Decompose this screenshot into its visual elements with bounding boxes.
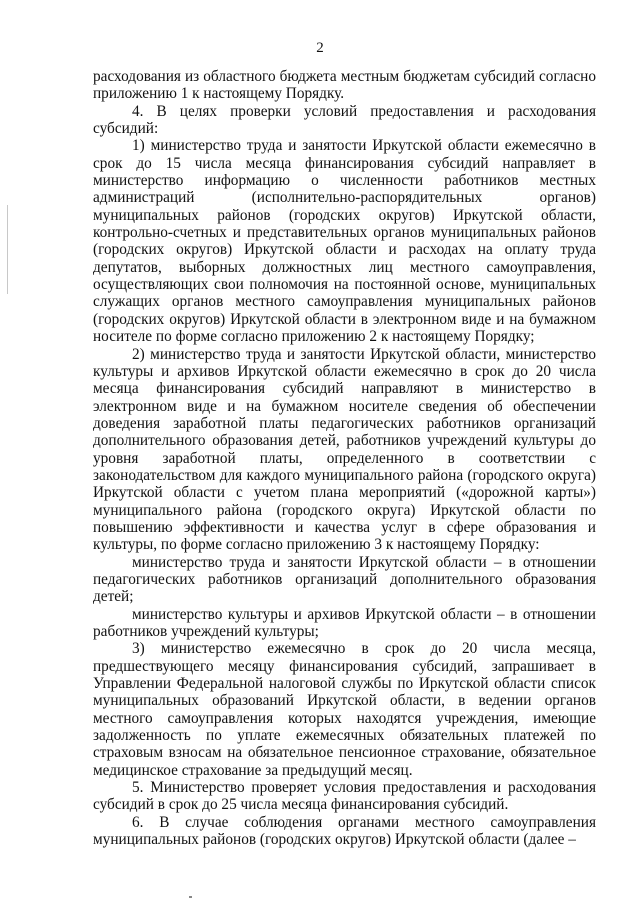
paragraph: министерство труда и занятости Иркутской области – в отношении педагогических работников организаций дополнительного образования детей; [93, 553, 596, 606]
scan-mark [189, 896, 192, 898]
paragraph: 2) министерство труда и занятости Иркутской области, министерство культуры и архивов Иркутской области ежемесячно в срок до 20 числа месяца финансирования субсидий направляют в министерство в электронном виде и на бумажном носителе сведения об обеспечении доведения заработной платы педагогических работников организаций дополнительного образования детей, работников учреждений культуры до уровня заработной платы, определенного в соответствии с законодательством для каждого муниципального района (городского округа) Иркутской области с учетом плана мероприятий («дорожной карты») муниципального района (городского округа) Иркутской области по повышению эффективности и качества услуг в сфере образования и культуры, по форме согласно приложению 3 к настоящему Порядку: [93, 345, 596, 554]
paragraph: 5. Министерство проверяет условия предоставления и расходования субсидий в срок до 25 числа месяца финансирования субсидий. [93, 779, 596, 814]
paragraph: расходования из областного бюджета местным бюджетам субсидий согласно приложению 1 к настоящему Порядку. [93, 68, 596, 103]
paragraph: 4. В целях проверки условий предоставления и расходования субсидий: [93, 102, 596, 138]
page-number: 2 [316, 40, 324, 56]
paragraph: 6. В случае соблюдения органами местного самоуправления муниципальных районов (городских округов) Иркутской области (далее – [93, 813, 596, 849]
document-body [93, 68, 596, 848]
paragraph: министерство культуры и архивов Иркутской области – в отношении работников учреждений культуры; [93, 605, 596, 640]
margin-mark [7, 205, 8, 265]
margin-mark [7, 258, 8, 294]
paragraph: 3) министерство ежемесячно в срок до 20 числа месяца, предшествующего месяцу финансирования субсидий, запрашивает в Управлении Федеральной налоговой службы по Иркутской области список муниципальных образований Иркутской области, в ведении органов местного самоуправления которых находятся учреждения, имеющие задолженность по уплате ежемесячных обязательных платежей по страховым взносам на обязательное пенсионное страхование, обязательное медицинское страхование за предыдущий месяц. [93, 640, 596, 779]
paragraph: 1) министерство труда и занятости Иркутской области ежемесячно в срок до 15 числа месяца финансирования субсидий направляет в министерство информацию о численности работников местных администраций (исполнительно-распорядительных органов) муниципальных районов (городских округов) Иркутской области, контрольно-счетных и представительных органов муниципальных районов (городских округов) Иркутской области и расходах на оплату труда депутатов, выборных должностных лиц местного самоуправления, осуществляющих свои полномочия на постоянной основе, муниципальных служащих органов местного самоуправления муниципальных районов (городских округов) Иркутской области в электронном виде и на бумажном носителе по форме согласно приложению 2 к настоящему Порядку; [93, 137, 596, 346]
